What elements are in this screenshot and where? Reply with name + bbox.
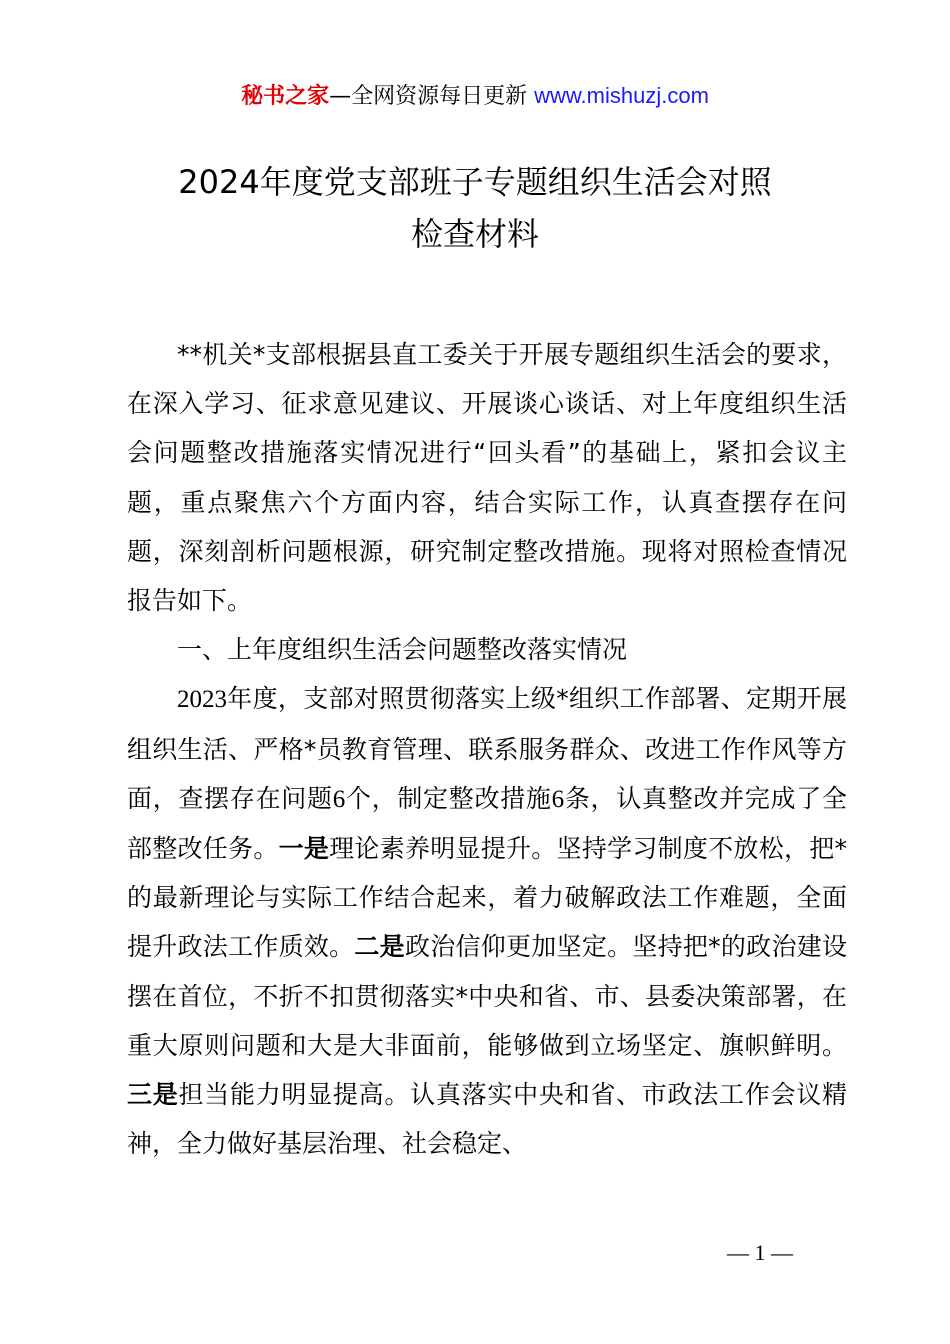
document-body (127, 330, 847, 1168)
page-number: — 1 — (727, 1240, 793, 1265)
section-1-paragraph (127, 674, 847, 1168)
point-2-label: 二是 (354, 932, 405, 962)
title-line-2: 检查材料 (410, 215, 539, 253)
site-url-link[interactable]: www.mishuzj.com (534, 83, 709, 108)
intro-paragraph: **机关*支部根据县直工委关于开展专题组织生活会的要求，在深入学习、征求意见建议、开展谈心谈话、对上年度组织生活会问题整改措施落实情况进行“回头看”的基础上，紧扣会议主题，重点聚焦六个方面内容，结合实际工作，认真查摆存在问题，深刻剖析问题根源，研究制定整改措施。现将对照检查情况报告如下。 (127, 340, 847, 616)
section-1-text-1: 年度，支部对照贯彻落实上级*组织工作部署、定期开展组织生活、严格*员教育管理、联系服务群众、改进工作作风等方面，查摆存在问题 (127, 684, 847, 813)
site-tagline: —全网资源每日更新 (329, 84, 535, 109)
point-1-label: 一是 (278, 834, 330, 864)
year-text: 2023 (177, 686, 227, 714)
section-1-text-6: 担当能力明显提高。认真落实中央和省、市政法工作会议精神，全力做好基层治理、社会稳定、 (127, 1080, 847, 1159)
section-1-text-3: 条，认真整改并完成了全部整改任务。 (127, 783, 847, 864)
site-header (0, 80, 950, 113)
document-title (80, 156, 870, 260)
title-line-1: 2024年度党支部班子专题组织生活会对照 (178, 163, 772, 201)
section-1-text-2: 个，制定整改措施 (345, 783, 552, 813)
site-brand: 秘书之家 (241, 84, 330, 109)
issues-count: 6 (332, 785, 346, 813)
section-1-text-4: 理论素养明显提升。坚持学习制度不放松，把*的最新理论与实际工作结合起来，着力破解政法工作难题，全面提升政法工作质效。 (127, 834, 847, 962)
section-1-text-5: 政治信仰更加坚定。坚持把*的政治建设摆在首位，不折不扣贯彻落实*中央和省、市、县委决策部署，在重大原则问题和大是大非面前，能够做到立场坚定、旗帜鲜明。 (127, 932, 847, 1060)
measures-count: 6 (551, 785, 565, 813)
point-3-label: 三是 (127, 1080, 179, 1110)
section-1-heading: 一、上年度组织生活会问题整改落实情况 (177, 635, 628, 665)
